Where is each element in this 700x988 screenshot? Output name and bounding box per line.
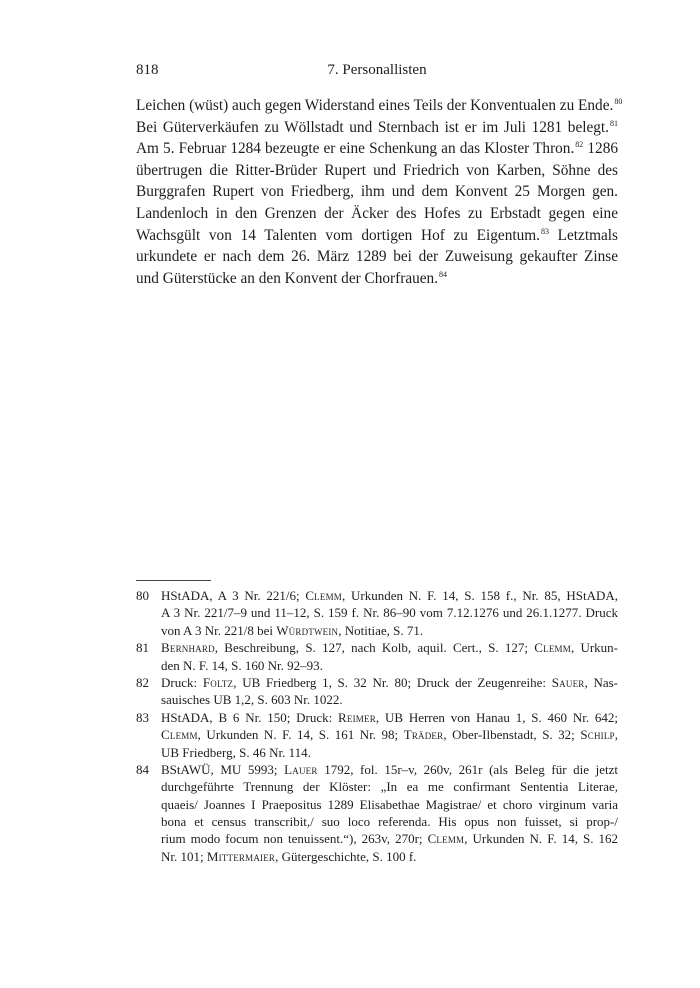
footnote-line: bona et census transcribit,/ suo loco referenda. His opus non fuisset, si prop-/ [161, 814, 618, 830]
body-line: Landenloch in den Grenzen der Äcker des Hofes zu Erbstadt gegen eine [136, 204, 618, 222]
running-title: 7. Personallisten [327, 62, 427, 78]
body-line: Burggrafen Rupert von Friedberg, ihm und dem Konvent 25 Morgen gen. [136, 183, 618, 201]
footnote-line: HStADA, B 6 Nr. 150; Druck: Reimer, UB Herren von Hanau 1, S. 460 Nr. 642; [161, 709, 618, 725]
footnote-line: HStADA, A 3 Nr. 221/6; Clemm, Urkunden N. F. 14, S. 158 f., Nr. 85, HStADA, [161, 588, 618, 603]
footnote-line: BStAWÜ, MU 5993; Lauer 1792, fol. 15r–v, 260v, 261r (als Beleg für die jetzt [161, 761, 619, 777]
footnote-number: 80 [136, 588, 149, 603]
footnote-line: A 3 Nr. 221/7–9 und 11–12, S. 159 f. Nr. 86–90 vom 7.12.1276 und 26.1.1277. Druck [161, 605, 618, 621]
body-line: und Güterstücke an den Konvent der Chorfrauen.$^{84}$ [136, 269, 448, 287]
footnote-number: 84 [136, 761, 149, 777]
footnote-line: UB Friedberg, S. 46 Nr. 114. [161, 744, 311, 760]
footnote-line: rium modo focum non tenuissent.“), 263v, 270r; Clemm, Urkunden N. F. 14, S. 162 [161, 831, 618, 847]
footnote-number: 83 [136, 709, 149, 725]
body-paragraph [136, 95, 623, 289]
footnote-ref: 83 [540, 226, 549, 236]
footnote-line: den N. F. 14, S. 160 Nr. 92–93. [161, 657, 323, 673]
footnote-83 [136, 709, 618, 761]
footnote-ref: 81 [610, 118, 618, 128]
footnote-line: Druck: Foltz, UB Friedberg 1, S. 32 Nr. 80; Druck der Zeugenreihe: Sauer, Nas- [161, 674, 619, 690]
body-line: urkundete er nach dem 26. März 1289 bei der Zuweisung gekaufter Zinse [136, 248, 618, 266]
footnote-80 [136, 587, 618, 639]
footnote-line: Nr. 101; Mittermaier, Gütergeschichte, S. 100 f. [161, 848, 417, 864]
body-line: Bei Güterverkäufen zu Wöllstadt und Sternbach ist er im Juli 1281 belegt.$^{81}$ [136, 118, 618, 136]
footnote-line: sauisches UB 1,2, S. 603 Nr. 1022. [161, 692, 343, 708]
footnote-separator [136, 580, 211, 581]
footnote-82 [136, 674, 618, 709]
footnote-line: durchgeführte Trennung der Klöster: „In ea me confirmant Sententia Literae, [161, 779, 618, 795]
footnote-number: 81 [136, 640, 149, 656]
body-line: Am 5. Februar 1284 bezeugte er eine Schenkung an das Kloster Thron.$^{82}$ 1286 [136, 140, 619, 158]
footnote-number: 82 [136, 674, 149, 690]
footnote-line: von A 3 Nr. 221/8 bei Würdtwein, Notitiae, S. 71. [161, 622, 424, 638]
body-line: Leichen (wüst) auch gegen Widerstand eines Teils der Konventualen zu Ende.$^{80}$ [136, 97, 623, 114]
footnote-line: Clemm, Urkunden N. F. 14, S. 161 Nr. 98; Träder, Ober-Ilbenstadt, S. 32; Schilp, [161, 727, 618, 743]
footnote-81 [136, 639, 618, 674]
body-text [136, 95, 623, 289]
page-number: 818 [136, 62, 159, 78]
footnote-84 [136, 761, 618, 865]
footnote-ref: 82 [575, 140, 584, 150]
footnote-line: quaeis/ Joannes I Praepositus 1289 Elisabethae Magistrae/ et choro virginum varia [161, 796, 618, 812]
footnote-ref: 84 [439, 269, 448, 279]
footnote-ref: 80 [614, 97, 623, 106]
page-header [136, 62, 618, 82]
body-line: Wachsgült von 14 Talenten vom dortigen Hof zu Eigentum.$^{83}$ Letztmals [136, 226, 618, 244]
footnotes [136, 587, 618, 865]
body-line: übertrugen die Ritter-Brüder Rupert und Friedrich von Karben, Söhne des [136, 161, 618, 179]
footnote-line: Bernhard, Beschreibung, S. 127, nach Kolb, aquil. Cert., S. 127; Clemm, Urkun- [161, 640, 619, 656]
